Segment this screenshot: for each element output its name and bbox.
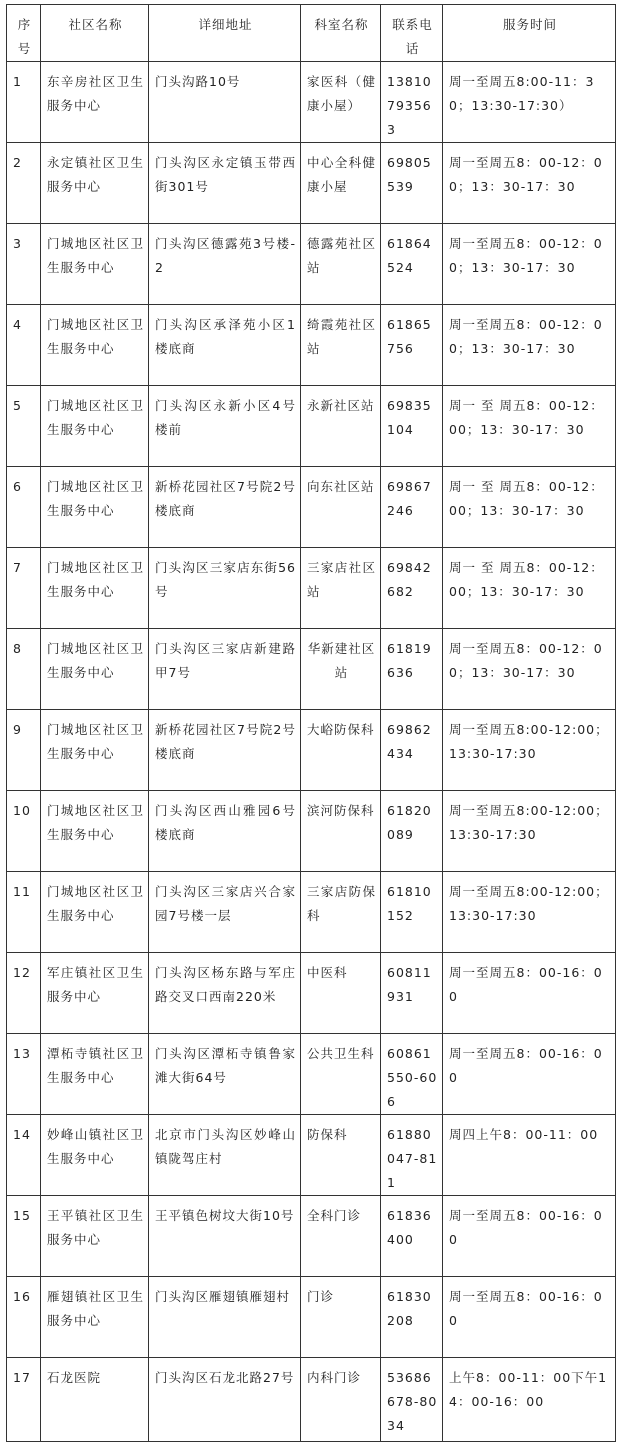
cell-time: 周一至周五8：00-12：00；13：30-17：30 — [443, 143, 616, 224]
cell-time: 周一 至 周五8：00-12：00；13：30-17：30 — [443, 467, 616, 548]
cell-dept: 滨河防保科 — [301, 791, 381, 872]
table-row — [7, 224, 616, 305]
cell-address: 门头沟区三家店东街56号 — [149, 548, 301, 629]
cell-dept: 华新建社区站 — [301, 629, 381, 710]
cell-no: 3 — [7, 224, 41, 305]
cell-dept: 德露苑社区站 — [301, 224, 381, 305]
cell-no: 14 — [7, 1115, 41, 1196]
header-row — [7, 5, 616, 62]
cell-name: 门城地区社区卫生服务中心 — [41, 548, 149, 629]
cell-time: 周一 至 周五8：00-12：00；13：30-17：30 — [443, 548, 616, 629]
cell-phone: 61880047-811 — [381, 1115, 443, 1196]
cell-dept: 永新社区站 — [301, 386, 381, 467]
cell-phone: 61836400 — [381, 1196, 443, 1277]
cell-phone: 61830208 — [381, 1277, 443, 1358]
cell-time: 周一至周五8：00-12：00；13：30-17：30 — [443, 629, 616, 710]
table-row — [7, 386, 616, 467]
cell-no: 12 — [7, 953, 41, 1034]
table-row — [7, 143, 616, 224]
cell-dept: 中医科 — [301, 953, 381, 1034]
table-row — [7, 710, 616, 791]
cell-dept: 三家店防保科 — [301, 872, 381, 953]
cell-name: 门城地区社区卫生服务中心 — [41, 872, 149, 953]
cell-name: 石龙医院 — [41, 1358, 149, 1442]
cell-phone: 69805539 — [381, 143, 443, 224]
cell-phone: 60861550-606 — [381, 1034, 443, 1115]
cell-name: 妙峰山镇社区卫生服务中心 — [41, 1115, 149, 1196]
cell-time: 上午8：00-11：00下午14：00-16：00 — [443, 1358, 616, 1442]
cell-phone: 53686678-8034 — [381, 1358, 443, 1442]
table-row — [7, 872, 616, 953]
header-cell-time: 服务时间 — [443, 5, 616, 62]
cell-name: 门城地区社区卫生服务中心 — [41, 629, 149, 710]
table-row — [7, 791, 616, 872]
table-row — [7, 305, 616, 386]
cell-time: 周一至周五8：00-16：00 — [443, 1196, 616, 1277]
header-cell-no: 序号 — [7, 5, 41, 62]
cell-phone: 60811931 — [381, 953, 443, 1034]
table-row — [7, 1196, 616, 1277]
cell-name: 潭柘寺镇社区卫生服务中心 — [41, 1034, 149, 1115]
cell-name: 军庄镇社区卫生服务中心 — [41, 953, 149, 1034]
cell-name: 门城地区社区卫生服务中心 — [41, 467, 149, 548]
header-cell-phone: 联系电话 — [381, 5, 443, 62]
cell-phone: 61865756 — [381, 305, 443, 386]
table-row — [7, 629, 616, 710]
cell-time: 周一至周五8：00-16：00 — [443, 1277, 616, 1358]
service-table — [6, 4, 616, 1442]
cell-no: 6 — [7, 467, 41, 548]
cell-no: 9 — [7, 710, 41, 791]
table-row — [7, 1115, 616, 1196]
cell-no: 5 — [7, 386, 41, 467]
cell-no: 13 — [7, 1034, 41, 1115]
header-cell-address: 详细地址 — [149, 5, 301, 62]
cell-time: 周一至周五8：00-12：00；13：30-17：30 — [443, 305, 616, 386]
cell-name: 门城地区社区卫生服务中心 — [41, 791, 149, 872]
cell-address: 门头沟区永定镇玉带西街301号 — [149, 143, 301, 224]
cell-address: 新桥花园社区7号院2号楼底商 — [149, 710, 301, 791]
cell-time: 周四上午8：00-11：00 — [443, 1115, 616, 1196]
cell-name: 王平镇社区卫生服务中心 — [41, 1196, 149, 1277]
cell-address: 门头沟区三家店新建路甲7号 — [149, 629, 301, 710]
cell-address: 门头沟区雁翅镇雁翅村 — [149, 1277, 301, 1358]
cell-dept: 家医科（健康小屋） — [301, 62, 381, 143]
cell-dept: 全科门诊 — [301, 1196, 381, 1277]
cell-dept: 大峪防保科 — [301, 710, 381, 791]
cell-name: 东辛房社区卫生服务中心 — [41, 62, 149, 143]
cell-phone: 69862434 — [381, 710, 443, 791]
cell-phone: 61864524 — [381, 224, 443, 305]
cell-address: 门头沟区潭柘寺镇鲁家滩大街64号 — [149, 1034, 301, 1115]
table-body — [7, 62, 616, 1442]
cell-dept: 门诊 — [301, 1277, 381, 1358]
cell-dept: 绮霞苑社区站 — [301, 305, 381, 386]
cell-address: 门头沟路10号 — [149, 62, 301, 143]
cell-dept: 中心全科健康小屋 — [301, 143, 381, 224]
cell-dept: 三家店社区站 — [301, 548, 381, 629]
cell-time: 周一至周五8：00-16：00 — [443, 953, 616, 1034]
cell-no: 1 — [7, 62, 41, 143]
cell-address: 门头沟区西山雅园6号楼底商 — [149, 791, 301, 872]
cell-address: 门头沟区杨东路与军庄路交叉口西南220米 — [149, 953, 301, 1034]
cell-no: 16 — [7, 1277, 41, 1358]
cell-no: 10 — [7, 791, 41, 872]
cell-address: 北京市门头沟区妙峰山镇陇驾庄村 — [149, 1115, 301, 1196]
cell-address: 新桥花园社区7号院2号楼底商 — [149, 467, 301, 548]
cell-no: 11 — [7, 872, 41, 953]
cell-dept: 内科门诊 — [301, 1358, 381, 1442]
cell-address: 门头沟区永新小区4号楼前 — [149, 386, 301, 467]
cell-no: 4 — [7, 305, 41, 386]
table-row — [7, 548, 616, 629]
cell-name: 雁翅镇社区卫生服务中心 — [41, 1277, 149, 1358]
cell-no: 7 — [7, 548, 41, 629]
cell-name: 门城地区社区卫生服务中心 — [41, 305, 149, 386]
table-row — [7, 1358, 616, 1442]
cell-no: 17 — [7, 1358, 41, 1442]
table-row — [7, 953, 616, 1034]
cell-time: 周一至周五8:00-11：30；13:30-17:30） — [443, 62, 616, 143]
cell-time: 周一至周五8:00-12:00；13:30-17:30 — [443, 791, 616, 872]
cell-time: 周一至周五8:00-12:00；13:30-17:30 — [443, 872, 616, 953]
cell-dept: 公共卫生科 — [301, 1034, 381, 1115]
cell-name: 永定镇社区卫生服务中心 — [41, 143, 149, 224]
cell-phone: 13810793563 — [381, 62, 443, 143]
cell-time: 周一至周五8:00-12:00；13:30-17:30 — [443, 710, 616, 791]
cell-address: 王平镇色树坟大街10号 — [149, 1196, 301, 1277]
cell-phone: 61820089 — [381, 791, 443, 872]
cell-time: 周一至周五8：00-16：00 — [443, 1034, 616, 1115]
header-cell-dept: 科室名称 — [301, 5, 381, 62]
cell-dept: 防保科 — [301, 1115, 381, 1196]
cell-address: 门头沟区三家店兴合家园7号楼一层 — [149, 872, 301, 953]
cell-address: 门头沟区承泽苑小区1楼底商 — [149, 305, 301, 386]
table-row — [7, 467, 616, 548]
header-cell-name: 社区名称 — [41, 5, 149, 62]
table-row — [7, 1034, 616, 1115]
cell-phone: 69842682 — [381, 548, 443, 629]
table-row — [7, 1277, 616, 1358]
cell-no: 8 — [7, 629, 41, 710]
cell-name: 门城地区社区卫生服务中心 — [41, 710, 149, 791]
cell-address: 门头沟区石龙北路27号 — [149, 1358, 301, 1442]
cell-phone: 69867246 — [381, 467, 443, 548]
cell-dept: 向东社区站 — [301, 467, 381, 548]
cell-phone: 69835104 — [381, 386, 443, 467]
cell-phone: 61819636 — [381, 629, 443, 710]
cell-phone: 61810152 — [381, 872, 443, 953]
cell-name: 门城地区社区卫生服务中心 — [41, 224, 149, 305]
cell-no: 15 — [7, 1196, 41, 1277]
cell-no: 2 — [7, 143, 41, 224]
cell-time: 周一 至 周五8：00-12：00；13：30-17：30 — [443, 386, 616, 467]
table-row — [7, 62, 616, 143]
cell-time: 周一至周五8：00-12：00；13：30-17：30 — [443, 224, 616, 305]
cell-name: 门城地区社区卫生服务中心 — [41, 386, 149, 467]
cell-address: 门头沟区德露苑3号楼-2 — [149, 224, 301, 305]
